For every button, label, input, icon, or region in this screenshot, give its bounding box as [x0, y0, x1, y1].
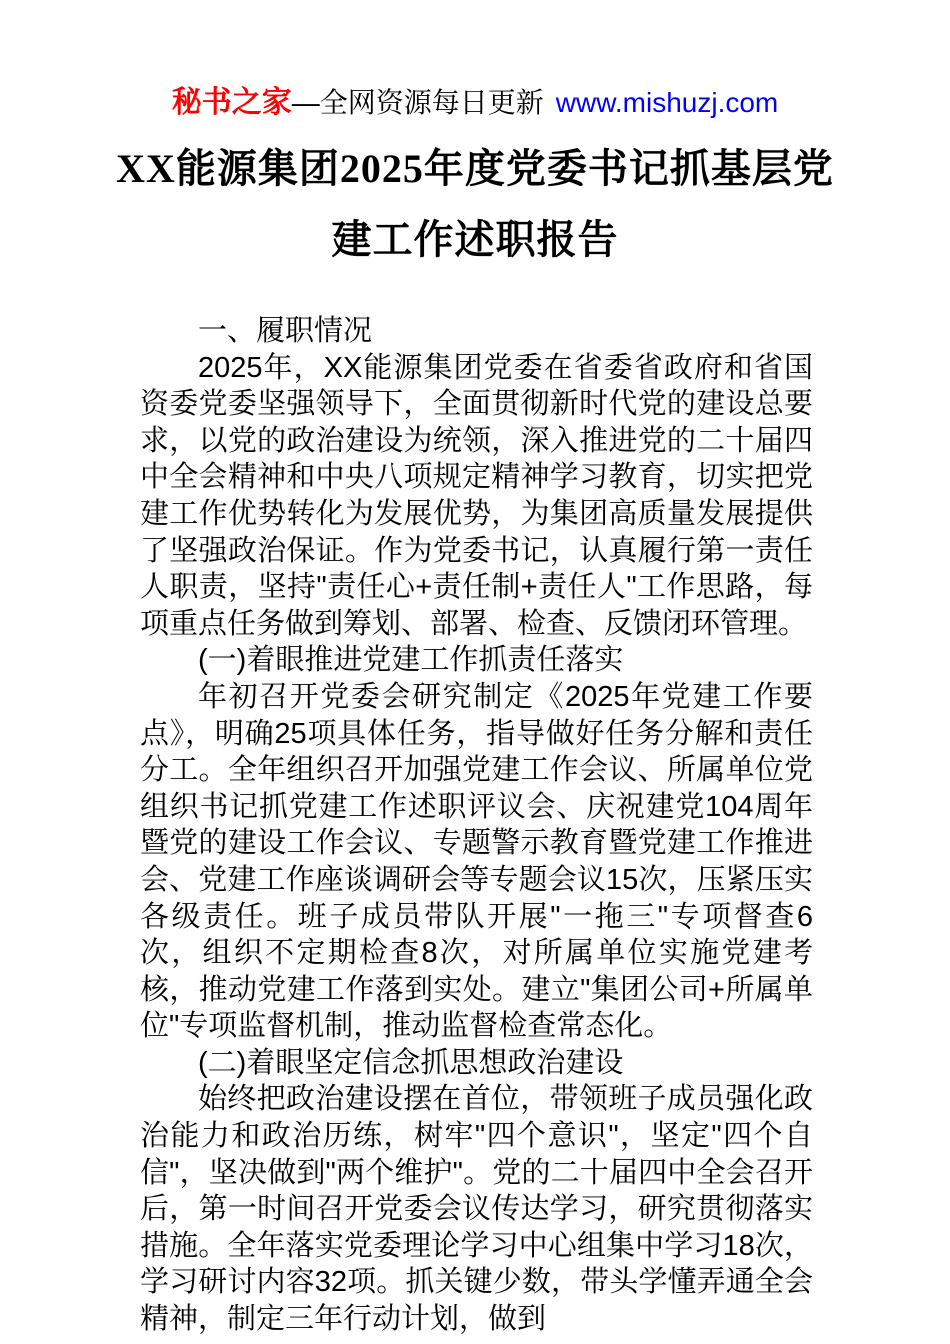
site-tagline: —全网资源每日更新 — [291, 87, 544, 118]
body-paragraph: 2025年，XX能源集团党委在省委省政府和省国资委党委坚强领导下，全面贯彻新时代党的建设总要求，以党的政治建设为统领，深入推进党的二十届四中全会精神和中央八项规定精神学习教育，切实把党建工作优势转化为发展优势，为集团高质量发展提供了坚强政治保证。作为党委书记，认真履行第一责任人职责，坚持"责任心+责任制+责任人"工作思路，每项重点任务做到筹划、部署、检查、反馈闭环管理。 — [140, 351, 813, 640]
document-title — [0, 133, 950, 275]
section-heading: 一、履职情况 — [198, 315, 373, 347]
site-header — [0, 84, 950, 122]
body-paragraph: 年初召开党委会研究制定《2025年党建工作要点》，明确25项具体任务，指导做好任务分解和责任分工。全年组织召开加强党建工作会议、所属单位党组织书记抓党建工作述职评议会、庆祝建党104周年暨党的建设工作会议、专题警示教育暨党建工作推进会、党建工作座谈调研会等专题会议15次，压紧压实各级责任。班子成员带队开展"一拖三"专项督查6次，组织不定期检查8次，对所属单位实施党建考核，推动党建工作落到实处。建立"集团公司+所属单位"专项监督机制，推动监督检查常态化。 — [140, 680, 813, 1043]
document-body — [140, 313, 813, 1338]
site-url-link[interactable]: www.mishuzj.com — [555, 87, 779, 118]
site-brand: 秘书之家 — [171, 86, 292, 119]
document-title-line: 建工作述职报告 — [331, 217, 619, 262]
section-heading: (二)着眼坚定信念抓思想政治建设 — [198, 1046, 624, 1079]
document-title-line: XX能源集团2025年度党委书记抓基层党 — [116, 146, 834, 191]
section-heading: (一)着眼推进党建工作抓责任落实 — [198, 644, 624, 677]
body-paragraph: 始终把政治建设摆在首位，带领班子成员强化政治能力和政治历练，树牢"四个意识"，坚定"四个自信"，坚决做到"两个维护"。党的二十届四中全会召开后，第一时间召开党委会议传达学习，研究贯彻落实措施。全年落实党委理论学习中心组集中学习18次，学习研讨内容32项。抓关键少数，带头学懂弄通全会精神，制定三年行动计划，做到 — [140, 1083, 813, 1336]
